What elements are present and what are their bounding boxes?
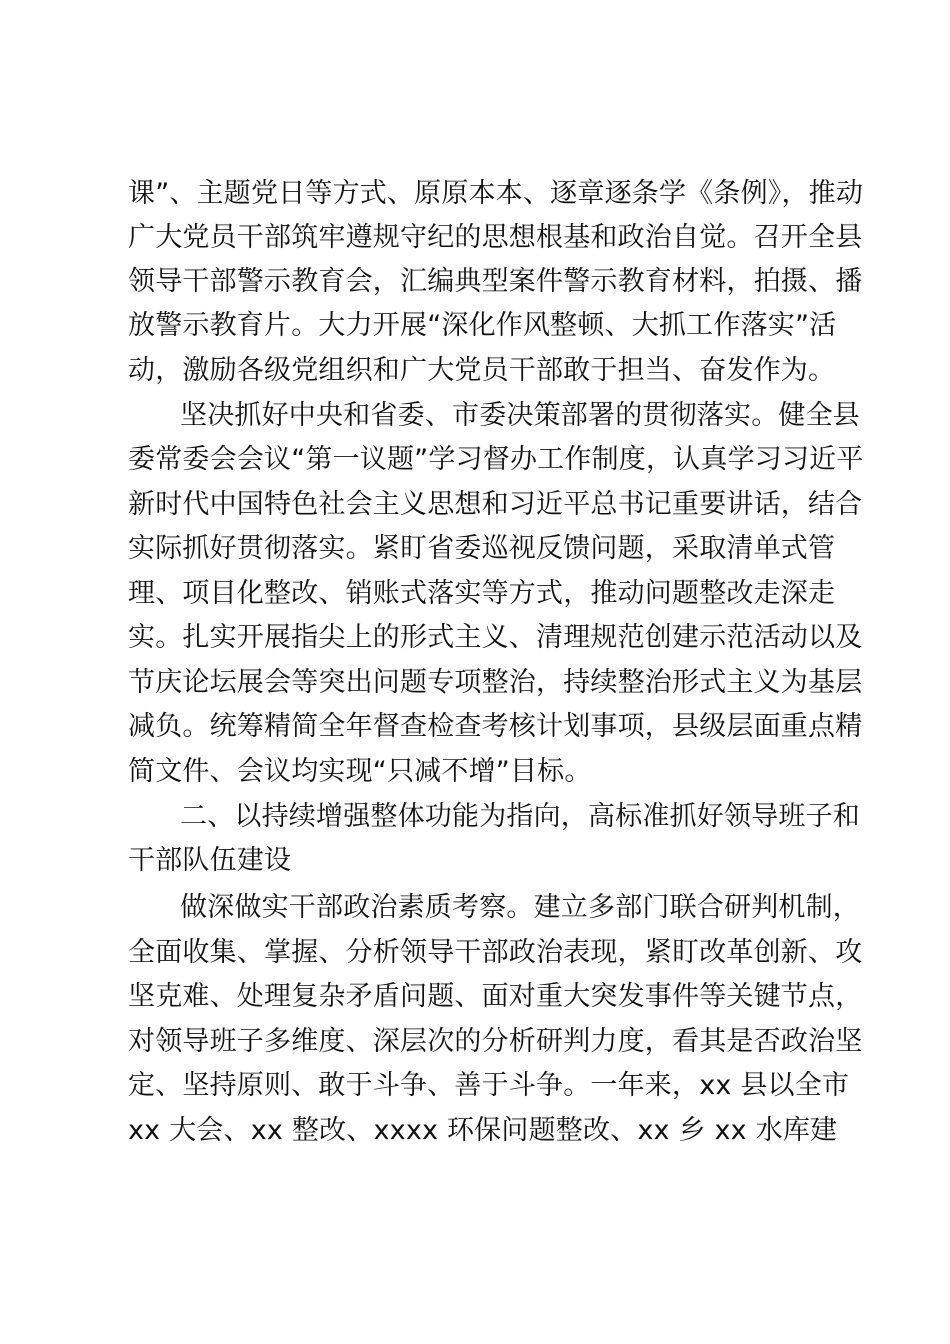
text-line: 领导干部警示教育会，汇编典型案件警示教育材料，拍摄、播 [128,266,863,297]
section-heading-line: 干部队伍建设 [128,845,292,876]
section-heading-line: 二、以持续增强整体功能为指向，高标准抓好领导班子和 [180,801,860,832]
text-line: 减负。统筹精简全年督查检查考核计划事项，县级层面重点精 [128,711,863,742]
paragraph-first-line: 做深做实干部政治素质考察。建立多部门联合研判机制， [180,892,860,923]
text-line: 全面收集、掌握、分析领导干部政治表现，紧盯改革创新、攻 [128,937,863,968]
paragraph-first-line: 坚决抓好中央和省委、市委决策部署的贯彻落实。健全县 [180,400,860,431]
text-line: 广大党员干部筑牢遵规守纪的思想根基和政治自觉。召开全县 [128,222,863,253]
text-line: 简文件、会议均实现“只减不增”目标。 [128,756,592,787]
text-line: 节庆论坛展会等突出问题专项整治，持续整治形式主义为基层 [128,667,863,698]
text-line: 坚克难、处理复杂矛盾问题、面对重大突发事件等关键节点， [128,981,863,1012]
text-line: 新时代中国特色社会主义思想和习近平总书记重要讲话，结合 [128,489,863,520]
text-line: 课”、主题党日等方式、原原本本、逐章逐条学《条例》，推动 [128,178,864,209]
text-line: xx 大会、xx 整改、xxxx 环保问题整改、xx 乡 xx 水库建 [128,1115,838,1146]
text-line: 对领导班子多维度、深层次的分析研判力度，看其是否政治坚 [128,1026,863,1057]
text-line: 委常委会会议“第一议题”学习督办工作制度，认真学习习近平 [128,444,864,475]
text-line: 动，激励各级党组织和广大党员干部敢于担当、奋发作为。 [128,355,836,386]
text-line: 定、坚持原则、敢于斗争、善于斗争。一年来，xx 县以全市 [128,1070,850,1101]
text-line: 放警示教育片。大力开展“深化作风整顿、大抓工作落实”活 [128,310,837,341]
text-line: 实际抓好贯彻落实。紧盯省委巡视反馈问题，采取清单式管 [128,533,836,564]
text-line: 理、项目化整改、销账式落实等方式，推动问题整改走深走 [128,578,836,609]
text-line: 实。扎实开展指尖上的形式主义、清理规范创建示范活动以及 [128,622,863,653]
